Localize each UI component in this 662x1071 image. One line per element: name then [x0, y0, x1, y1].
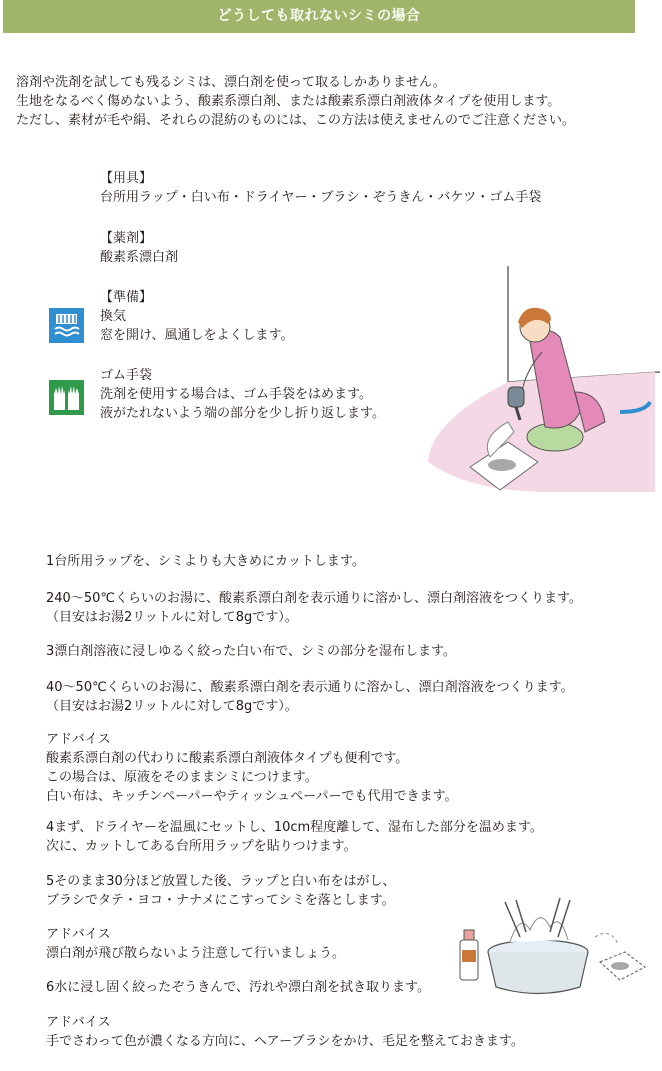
step-line: 次に、カットしてある台所用ラップを貼りつけます。	[46, 839, 357, 854]
step-line: 白い布は、キッチンペーパーやティッシュペーパーでも代用できます。	[46, 789, 458, 804]
step-line: 40～50℃くらいのお湯に、酸素系漂白剤を表示通りに溶かし、漂白剤溶液をつくります。	[46, 680, 574, 695]
step-line: 1台所用ラップを、シミよりも大きめにカットします。	[46, 554, 365, 569]
step-line: 4まず、ドライヤーを温風にセットし、10cm程度離して、湿布した部分を温めます。	[46, 820, 543, 835]
step-item	[46, 552, 646, 571]
gloves-title: ゴム手袋	[100, 368, 153, 383]
step-line: 酸素系漂白剤の代わりに酸素系漂白剤液体タイプも便利です。	[46, 751, 409, 766]
gloves-line: 洗剤を使用する場合は、ゴム手袋をはめます。	[100, 387, 372, 402]
gloves-section	[100, 366, 385, 423]
chemicals-heading: 【薬剤】	[100, 231, 153, 246]
advice-heading: アドバイス	[46, 732, 111, 747]
prep-heading: 【準備】	[100, 290, 153, 305]
step-item	[46, 818, 646, 856]
ventilation-icon	[49, 308, 84, 343]
tools-section	[100, 169, 541, 207]
step-line: 漂白剤が飛び散らないよう注意して行いましょう。	[46, 946, 346, 961]
advice-heading: アドバイス	[46, 1015, 111, 1030]
intro-paragraph	[16, 73, 646, 130]
intro-line: 生地をなるべく傷めないよう、酸素系漂白剤、または酸素系漂白剤液体タイプを使用します。	[16, 94, 561, 109]
chemicals-section	[100, 229, 178, 267]
rubber-gloves-icon	[49, 380, 84, 415]
section-banner: どうしても取れないシミの場合	[3, 0, 635, 33]
step-line: この場合は、原液をそのままシミにつけます。	[46, 770, 318, 785]
bucket-illustration	[450, 882, 650, 997]
advice-block	[46, 730, 646, 806]
advice-block	[46, 1013, 646, 1051]
tools-text: 台所用ラップ・白い布・ドライヤー・ブラシ・ぞうきん・バケツ・ゴム手袋	[100, 190, 542, 205]
step-line: 6水に浸し固く絞ったぞうきんで、汚れや漂白剤を拭き取ります。	[46, 980, 430, 995]
step-line: 240～50℃くらいのお湯に、酸素系漂白剤を表示通りに溶かし、漂白剤溶液をつくります。	[46, 591, 582, 606]
advice-heading: アドバイス	[46, 927, 111, 942]
step-line: （目安はお湯2リットルに対して8gです）。	[46, 610, 298, 625]
intro-line: 溶剤や洗剤を試しても残るシミは、漂白剤を使って取るしかありません。	[16, 75, 446, 90]
step-item	[46, 642, 646, 661]
intro-line: ただし、素材が毛や絹、それらの混紡のものには、この方法は使えませんのでご注意ください。	[16, 113, 576, 128]
prep-section	[100, 288, 293, 345]
ventilation-title: 換気	[100, 309, 127, 324]
gloves-line: 液がたれないよう端の部分を少し折り返します。	[100, 406, 385, 421]
chemicals-text: 酸素系漂白剤	[100, 250, 179, 265]
step-line: 5そのまま30分ほど放置した後、ラップと白い布をはがし、	[46, 874, 396, 889]
ventilation-text: 窓を開け、風通しをよくします。	[100, 328, 294, 343]
tools-heading: 【用具】	[100, 171, 153, 186]
step-line: 手でさわって色が濃くなる方向に、ヘアーブラシをかけ、毛足を整えておきます。	[46, 1034, 524, 1049]
step-item	[46, 589, 646, 627]
step-line: 3漂白剤溶液に浸しゆるく絞った白い布で、シミの部分を湿布します。	[46, 644, 456, 659]
step-line: ブラシでタテ・ヨコ・ナナメにこすってシミを落とします。	[46, 893, 395, 908]
stain-treatment-illustration	[410, 262, 660, 497]
step-line: （目安はお湯2リットルに対して8gです）。	[46, 699, 298, 714]
step-item	[46, 678, 646, 716]
